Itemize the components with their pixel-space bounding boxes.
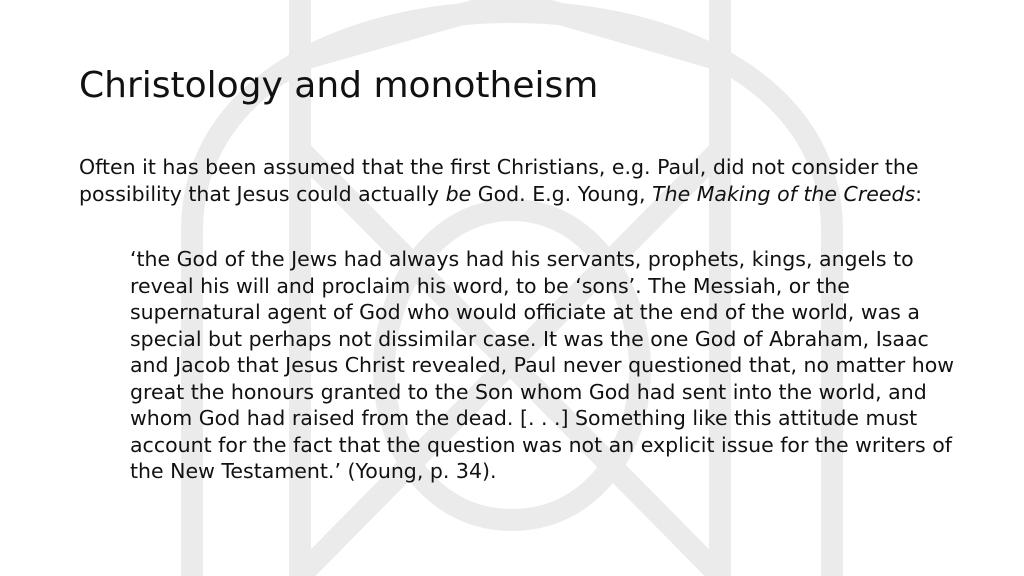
slide-title: Christology and monotheism: [79, 65, 599, 106]
intro-text-part3: :: [915, 181, 923, 206]
intro-text-part2: God. E.g. Young,: [471, 181, 653, 206]
intro-emphasis: be: [445, 181, 472, 206]
block-quote: ‘the God of the Jews had always had his servants, prophets, kings, angels to reveal his will and proclaim his word, to be ‘sons’. The Messiah, or the supernatural agent of God who would officiate at the end of the world, was a special but perhaps not dissimilar case. It was the one God of Abraham, Isaac and Jacob that Jesus Christ revealed, Paul never questioned that, no matter how great the honours granted to the Son whom God had sent into the world, and whom God had raised from the dead. [. . .] Something like this attitude must account for the fact that the question was not an explicit issue for the writers of the New Testament.’ (Young, p. 34).: [130, 247, 955, 483]
intro-paragraph: [79, 154, 959, 207]
intro-text-part1: Often it has been assumed that the first Christians, e.g. Paul, did not consider the possibility that Jesus could actually: [79, 155, 919, 206]
book-title: The Making of the Creeds: [652, 181, 916, 206]
